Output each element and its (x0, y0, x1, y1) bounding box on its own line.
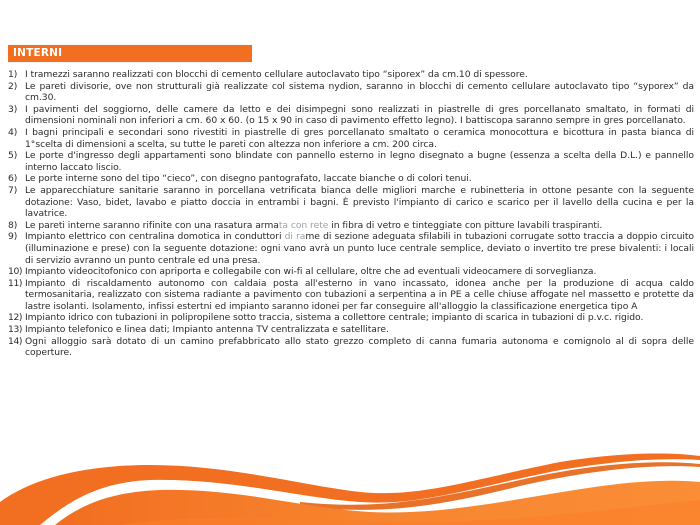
list-item-6: 6) Le porte interne sono del tipo “cieco”, con disegno pantografato, laccate bianche o di colori tenui. (8, 173, 472, 185)
section-header-interni (8, 45, 252, 62)
decorative-orange-wave (0, 440, 700, 525)
list-item-13: 13) Impianto telefonico e linea dati; Impianto antenna TV centralizzata e satellitare. (8, 324, 389, 336)
list-item-1: 1) I tramezzi saranno realizzati con blocchi di cemento cellulare autoclavato tipo “siporex” da cm.10 di spessore. (8, 69, 528, 80)
section-title: INTERNI (13, 47, 63, 59)
list-item-12: 12) Impianto idrico con tubazioni in polipropilene sotto traccia, sistema a collettore centrale; impianto di scarica in tubazioni di p.v.c. rigido. (8, 312, 644, 324)
specifications-list (8, 69, 694, 359)
list-item-7: 7) Le apparecchiature sanitarie saranno in porcellana vetrificata bianca delle migliori marche e rubinetteria in ottone pesante con la seguente dotazione: Vaso, bidet, lavabo e piatto doccia in entrambi i bagni. È previsto l'impianto di carico e scarico per il lavello della cucina e per la lavatrice. (8, 184, 694, 220)
list-item-10: 10) Impianto videocitofonico con apriporta e collegabile con wi-fi al cellulare, oltre che ad eventuali videocamere di sorveglianza. (8, 266, 597, 278)
list-item-2: 2) Le pareti divisorie, ove non strutturali già realizzate col sistema nydion, saranno in blocchi di cemento cellulare autoclavato tipo “syporex” da cm.30. (8, 80, 694, 104)
list-item-4: 4) I bagni principali e secondari sono rivestiti in piastrelle di gres porcellanato smaltato o ceramica monocottura e bicottura in pasta bianca di 1°scelta di dimensioni a scelta, su tutte le pareti con altezza non inferiore a cm. 200 circa. (8, 126, 694, 150)
list-item-8: 8) Le pareti interne saranno rifinite con una rasatura armata con rete in fibra di vetro e tinteggiate con pitture lavabili traspiranti. (8, 219, 603, 231)
list-item-9: 9) Impianto elettrico con centralina domotica in conduttori di rame di sezione adeguata sfilabili in tubazioni corrugate sotto traccia a doppio circuito (illuminazione e prese) con la seguente dotazione: ogni vano avrà un punto luce centrale semplice, deviato o invertito tre prese bivalenti: i locali di servizio avranno un punto centrale ed una presa. (8, 231, 694, 266)
list-item-14: 14) Ogni alloggio sarà dotato di un camino prefabbricato allo stato grezzo completo di canna fumaria autonoma e comignolo al di sopra delle coperture. (8, 335, 694, 359)
list-item-11: 11) Impianto di riscaldamento autonomo con caldaia posta all'esterno in vano incassato, idonea anche per la produzione di acqua caldo termosanitaria, realizzato con sistema radiante a pavimento con tubazioni a serpentina a in PE a celle chiuse affogate nel massetto e protette da lastre isolanti. Isolamento, infissi estertni ed impianto saranno idonei per far conseguire all'alloggio la classificazione energetica tipo A (8, 277, 694, 312)
list-item-3: 3) I pavimenti del soggiorno, delle camere da letto e dei disimpegni sono realizzati in piastrelle di gres porcellanato smaltato, in formati di dimensioni nominali non inferiori a cm. 60 x 60. (o 15 x 90 in caso di pavimento effetto legno). I battiscopa saranno sempre in gres porcellanato. (8, 103, 694, 127)
list-item-5: 5) Le porte d'ingresso degli appartamenti sono blindate con pannello esterno in legno disegnato a bugne (essenza a scelta della D.L.) e pannello interno laccato liscio. (8, 150, 694, 173)
